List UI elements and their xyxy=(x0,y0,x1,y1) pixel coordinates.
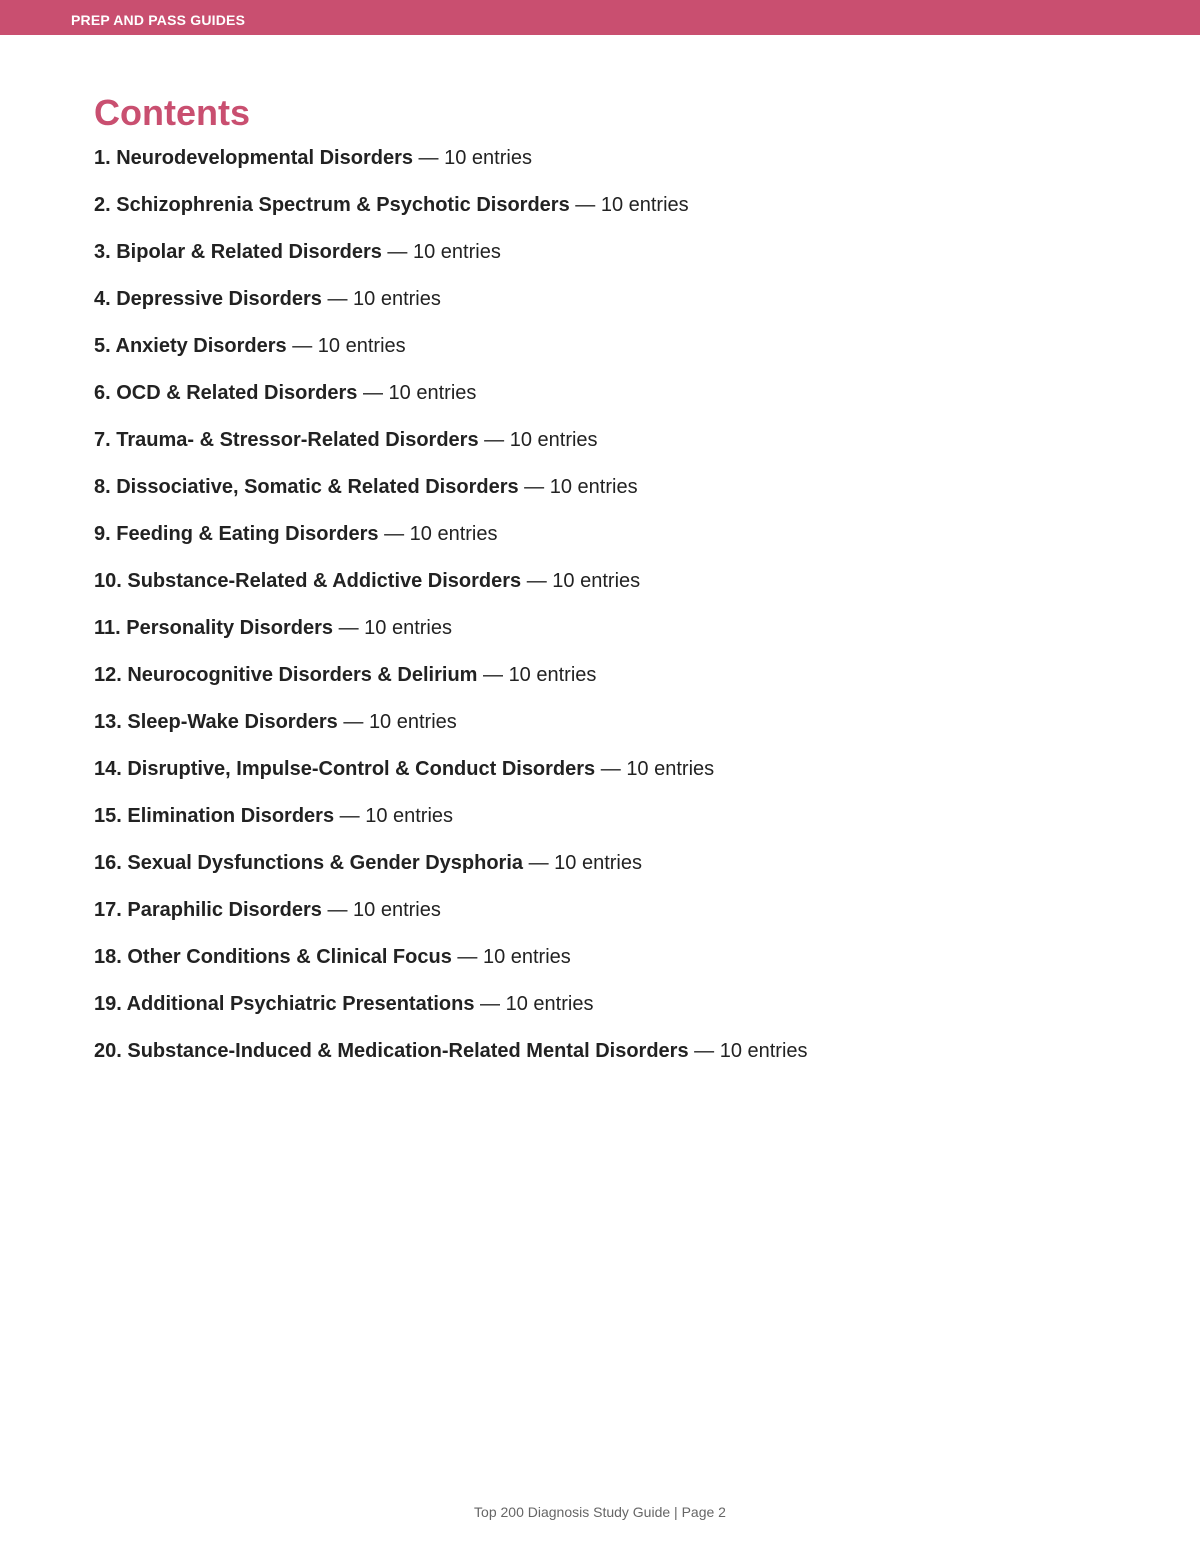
toc-entry-separator: — xyxy=(321,899,354,921)
toc-entry-separator: — xyxy=(381,241,413,263)
toc-entry-separator: — xyxy=(474,993,506,1015)
toc-entry[interactable] xyxy=(94,756,808,803)
toc-entry-title: 12. Neurocognitive Disorders & Delirium xyxy=(94,664,478,686)
toc-entry[interactable] xyxy=(94,380,808,427)
toc-entry-title: 4. Depressive Disorders xyxy=(94,288,322,310)
toc-entry-separator: — xyxy=(521,570,553,592)
toc-entry-title: 14. Disruptive, Impulse-Control & Conduct Disorders xyxy=(94,758,596,780)
toc-entry-separator: — xyxy=(321,288,354,310)
toc-entry[interactable] xyxy=(94,662,808,709)
toc-entry-separator: — xyxy=(478,429,510,451)
toc-entry-count: 10 entries xyxy=(444,147,532,169)
toc-entry[interactable] xyxy=(94,944,808,991)
toc-entry-title: 9. Feeding & Eating Disorders xyxy=(94,523,379,545)
toc-entry-title: 11. Personality Disorders xyxy=(94,617,334,639)
toc-entry-count: 10 entries xyxy=(364,617,452,639)
toc-entry-separator: — xyxy=(523,852,555,874)
toc-entry-count: 10 entries xyxy=(353,899,441,921)
toc-entry-separator: — xyxy=(334,805,366,827)
toc-entry-title: 8. Dissociative, Somatic & Related Disorders xyxy=(94,476,519,498)
toc-entry-separator: — xyxy=(569,194,601,216)
brand-label: PREP AND PASS GUIDES xyxy=(71,12,246,28)
toc-entry[interactable] xyxy=(94,1038,808,1085)
toc-entry-separator: — xyxy=(357,382,389,404)
toc-entry-count: 10 entries xyxy=(626,758,715,780)
toc-entry-title: 6. OCD & Related Disorders xyxy=(94,382,358,404)
toc-entry-count: 10 entries xyxy=(353,288,441,310)
toc-entry-count: 10 entries xyxy=(552,570,641,592)
toc-entry-count: 10 entries xyxy=(365,805,454,827)
toc-entry[interactable] xyxy=(94,521,808,568)
toc-entry[interactable] xyxy=(94,333,808,380)
toc-entry[interactable] xyxy=(94,568,808,615)
toc-entry[interactable] xyxy=(94,239,808,286)
toc-entry-title: 10. Substance-Related & Addictive Disorders xyxy=(94,570,522,592)
toc-entry-separator: — xyxy=(451,946,483,968)
toc-entry-count: 10 entries xyxy=(600,194,689,216)
toc-entry[interactable] xyxy=(94,897,808,944)
toc-entry-title: 18. Other Conditions & Clinical Focus xyxy=(94,946,452,968)
toc-entry-title: 19. Additional Psychiatric Presentations xyxy=(94,993,475,1015)
toc-entry-separator: — xyxy=(688,1040,720,1062)
toc-entry-title: 13. Sleep-Wake Disorders xyxy=(94,711,338,733)
toc-entry-separator: — xyxy=(477,664,509,686)
toc-entry-separator: — xyxy=(286,335,318,357)
toc-entry-title: 3. Bipolar & Related Disorders xyxy=(94,241,382,263)
toc-entry-title: 1. Neurodevelopmental Disorders xyxy=(94,147,413,169)
toc-entry-count: 10 entries xyxy=(509,429,598,451)
toc-entry-title: 5. Anxiety Disorders xyxy=(94,335,287,357)
toc-entry-count: 10 entries xyxy=(482,946,571,968)
toc-entry-separator: — xyxy=(378,523,410,545)
toc-entry-title: 7. Trauma- & Stressor-Related Disorders xyxy=(94,429,479,451)
toc-entry-title: 16. Sexual Dysfunctions & Gender Dysphoria xyxy=(94,852,524,874)
page-title: Contents xyxy=(94,92,250,133)
toc-entry-separator: — xyxy=(337,711,369,733)
toc-entry-separator: — xyxy=(412,147,445,169)
toc-entry[interactable] xyxy=(94,427,808,474)
toc-entry[interactable] xyxy=(94,145,808,192)
toc-entry-count: 10 entries xyxy=(505,993,594,1015)
toc-entry-separator: — xyxy=(333,617,365,639)
toc-entry-title: 2. Schizophrenia Spectrum & Psychotic Disorders xyxy=(94,194,570,216)
toc-entry-separator: — xyxy=(595,758,627,780)
toc-entry-separator: — xyxy=(518,476,550,498)
toc-entry-count: 10 entries xyxy=(413,241,501,263)
toc-entry-count: 10 entries xyxy=(508,664,597,686)
toc-entry[interactable] xyxy=(94,850,808,897)
toc-entry[interactable] xyxy=(94,709,808,756)
toc-entry[interactable] xyxy=(94,286,808,333)
toc-entry-count: 10 entries xyxy=(317,335,406,357)
header-bar xyxy=(0,0,1200,35)
toc-entry-title: 15. Elimination Disorders xyxy=(94,805,335,827)
toc-entry[interactable] xyxy=(94,192,808,239)
toc-entry[interactable] xyxy=(94,803,808,850)
table-of-contents xyxy=(94,145,808,1085)
toc-entry-count: 10 entries xyxy=(719,1040,808,1062)
toc-entry-count: 10 entries xyxy=(388,382,477,404)
toc-entry-title: 20. Substance-Induced & Medication-Related Mental Disorders xyxy=(94,1040,689,1062)
toc-entry-count: 10 entries xyxy=(554,852,642,874)
toc-entry-count: 10 entries xyxy=(549,476,638,498)
toc-entry[interactable] xyxy=(94,615,808,662)
toc-entry[interactable] xyxy=(94,474,808,521)
page-footer: Top 200 Diagnosis Study Guide | Page 2 xyxy=(474,1504,726,1520)
toc-entry-count: 10 entries xyxy=(409,523,498,545)
toc-entry[interactable] xyxy=(94,991,808,1038)
toc-entry-count: 10 entries xyxy=(368,711,457,733)
toc-entry-title: 17. Paraphilic Disorders xyxy=(94,899,322,921)
